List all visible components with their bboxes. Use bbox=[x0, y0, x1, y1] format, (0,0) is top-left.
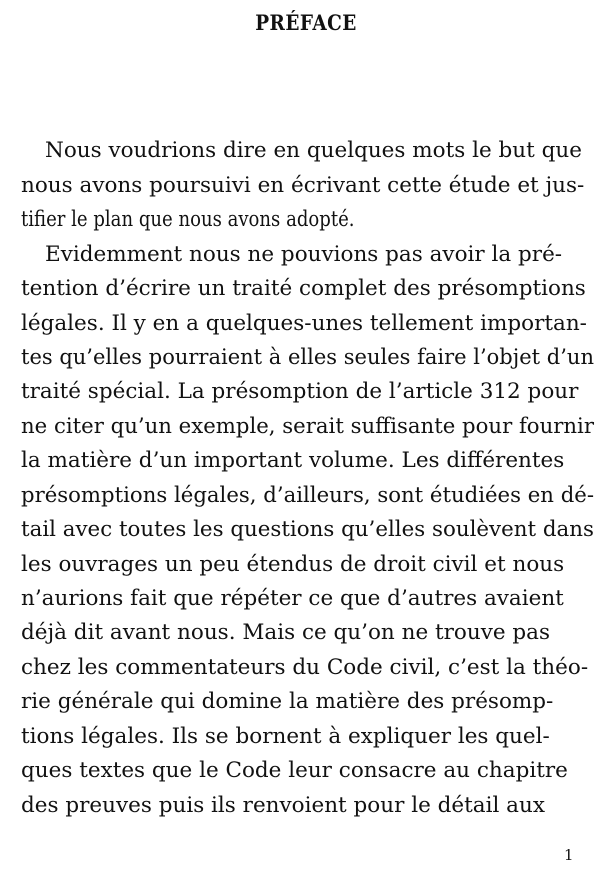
text-line-10: la matière d’un important volume. Les différentes bbox=[21, 448, 565, 473]
text-line-19: ques textes que le Code leur consacre au chapitre bbox=[21, 758, 568, 783]
text-line-15: déjà dit avant nous. Mais ce qu’on ne trouve pas bbox=[21, 620, 551, 645]
text-line-1: Nous voudrions dire en quelques mots le but que bbox=[45, 138, 582, 163]
text-line-3: tifier le plan que nous avons adopté. bbox=[21, 207, 355, 232]
text-line-7: tes qu’elles pourraient à elles seules faire l’objet d’un bbox=[21, 345, 594, 370]
text-line-14: n’aurions fait que répéter ce que d’autres avaient bbox=[21, 586, 564, 611]
text-line-16: chez les commentateurs du Code civil, c’est la théo- bbox=[21, 655, 589, 680]
text-line-20: des preuves puis ils renvoient pour le détail aux bbox=[21, 793, 545, 818]
text-line-11: présomptions légales, d’ailleurs, sont étudiées en dé- bbox=[21, 483, 594, 508]
text-line-12: tail avec toutes les questions qu’elles soulèvent dans bbox=[21, 517, 594, 542]
text-line-5: tention d’écrire un traité complet des présomptions bbox=[21, 276, 586, 301]
text-line-17: rie générale qui domine la matière des présomp- bbox=[21, 689, 554, 714]
text-line-13: les ouvrages un peu étendus de droit civil et nous bbox=[21, 552, 565, 577]
text-line-8: traité spécial. La présomption de l’article 312 pour bbox=[21, 379, 579, 404]
text-line-6: légales. Il y en a quelques-unes tellement importan- bbox=[21, 311, 587, 336]
page-number: 1 bbox=[564, 846, 574, 864]
text-line-2: nous avons poursuivi en écrivant cette étude et jus- bbox=[21, 173, 585, 198]
text-line-18: tions légales. Ils se bornent à expliquer les quel- bbox=[21, 724, 550, 749]
page-title: PRÉFACE bbox=[255, 10, 357, 35]
text-line-4: Evidemment nous ne pouvions pas avoir la pré- bbox=[45, 242, 563, 267]
text-line-9: ne citer qu’un exemple, serait suffisante pour fournir bbox=[21, 414, 594, 439]
